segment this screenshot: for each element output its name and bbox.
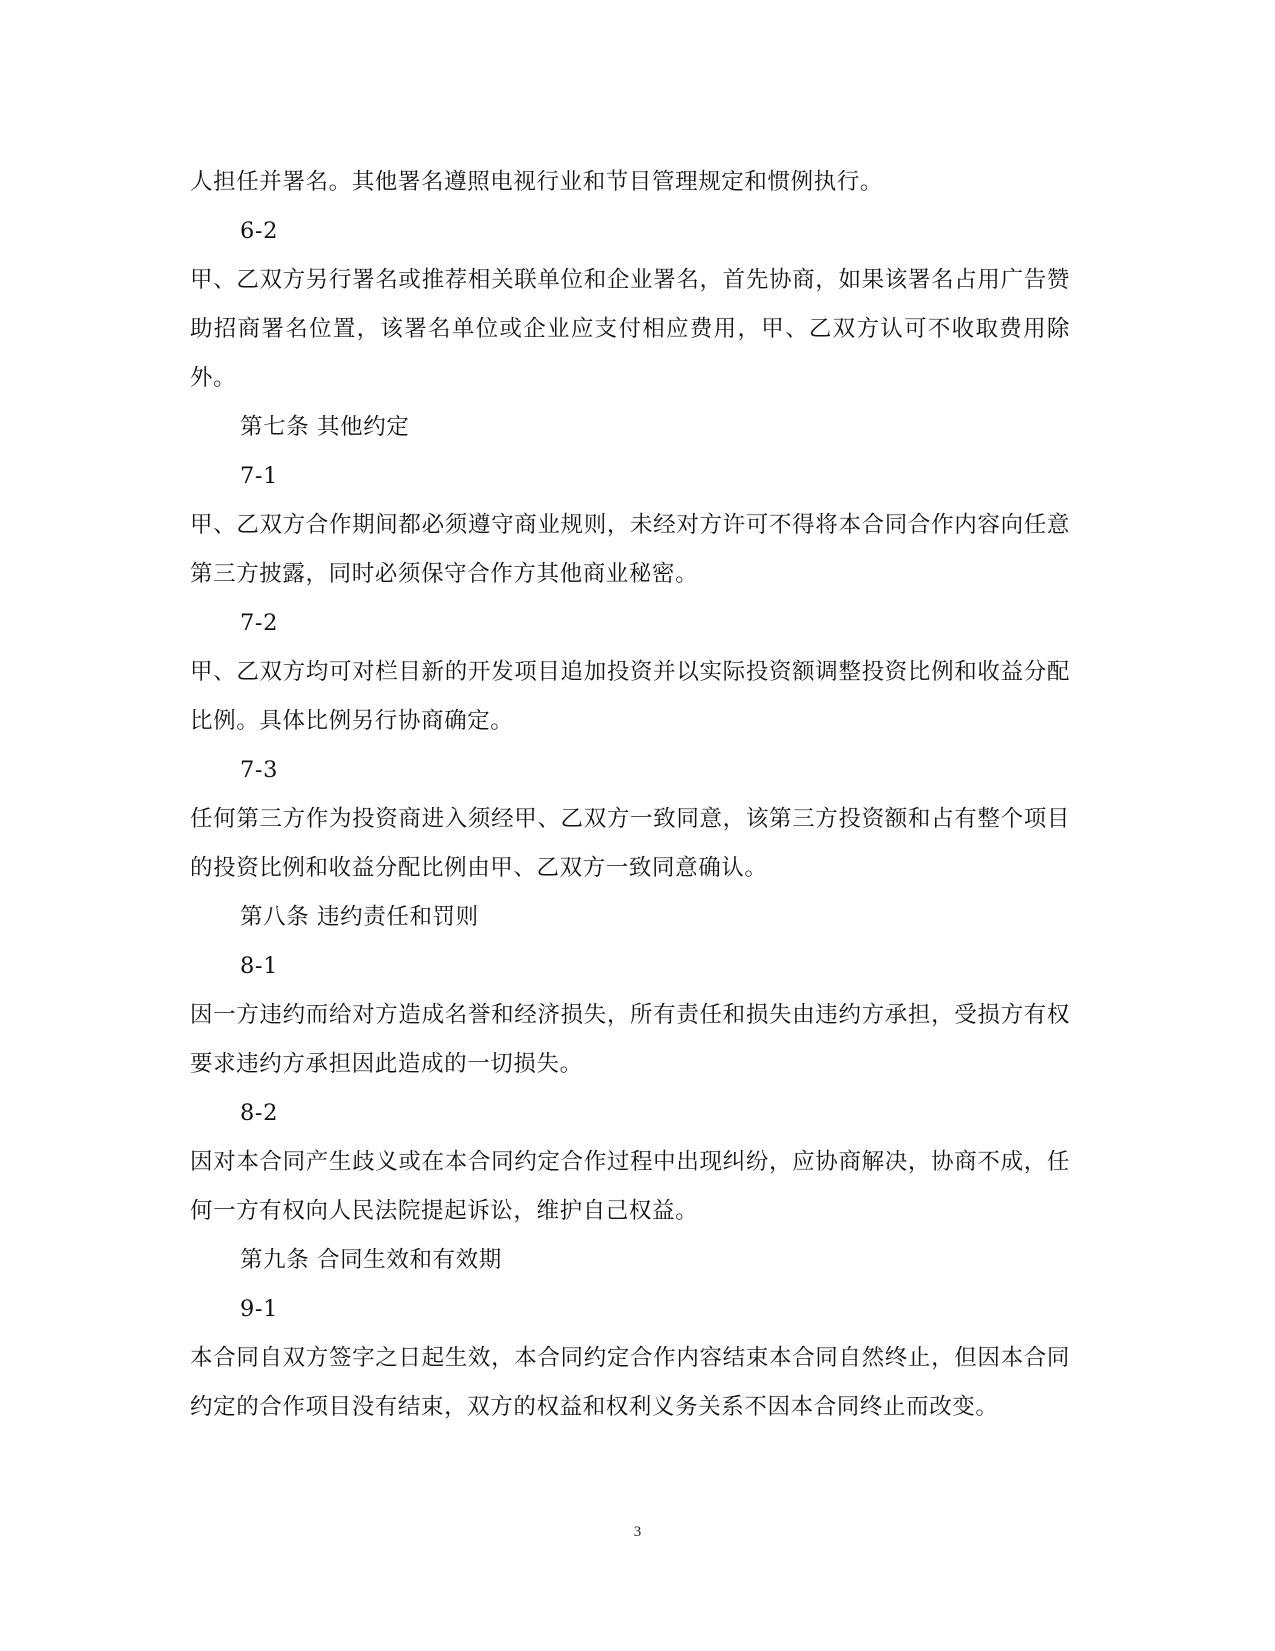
- section-heading: 第九条 合同生效和有效期: [240, 1247, 502, 1273]
- section-heading: 第七条 其他约定: [240, 414, 410, 440]
- paragraph-text: 人担任并署名。其他署名遵照电视行业和节目管理规定和惯例执行。: [190, 169, 884, 195]
- clause-number: 7-1: [240, 463, 279, 489]
- clause-number: 9-1: [240, 1296, 279, 1322]
- paragraph-text: 甲、乙双方均可对栏目新的开发项目追加投资并以实际投资额调整投资比例和收益分配比例。具体比例另行协商确定。: [190, 659, 1070, 734]
- clause-number: 8-2: [240, 1100, 279, 1126]
- paragraph-text: 本合同自双方签字之日起生效，本合同约定合作内容结束本合同自然终止，但因本合同约定的合作项目没有结束，双方的权益和权利义务关系不因本合同终止而改变。: [190, 1345, 1070, 1420]
- document-body: [190, 158, 1070, 1432]
- page-number: 3: [633, 1524, 642, 1540]
- paragraph-text: 因一方违约而给对方造成名誉和经济损失，所有责任和损失由违约方承担，受损方有权要求违约方承担因此造成的一切损失。: [190, 1002, 1070, 1077]
- clause-number: 7-2: [240, 610, 279, 636]
- paragraph-text: 因对本合同产生歧义或在本合同约定合作过程中出现纠纷，应协商解决，协商不成，任何一方有权向人民法院提起诉讼，维护自己权益。: [190, 1149, 1070, 1224]
- clause-number: 8-1: [240, 953, 279, 979]
- clause-number: 6-2: [240, 218, 279, 244]
- clause-number: 7-3: [240, 757, 279, 783]
- paragraph-text: 任何第三方作为投资商进入须经甲、乙双方一致同意，该第三方投资额和占有整个项目的投资比例和收益分配比例由甲、乙双方一致同意确认。: [190, 806, 1070, 881]
- paragraph-text: 甲、乙双方另行署名或推荐相关联单位和企业署名，首先协商，如果该署名占用广告赞助招商署名位置，该署名单位或企业应支付相应费用，甲、乙双方认可不收取费用除外。: [190, 267, 1070, 391]
- paragraph-text: 甲、乙双方合作期间都必须遵守商业规则，未经对方许可不得将本合同合作内容向任意第三方披露，同时必须保守合作方其他商业秘密。: [190, 512, 1070, 587]
- section-heading: 第八条 违约责任和罚则: [240, 904, 479, 930]
